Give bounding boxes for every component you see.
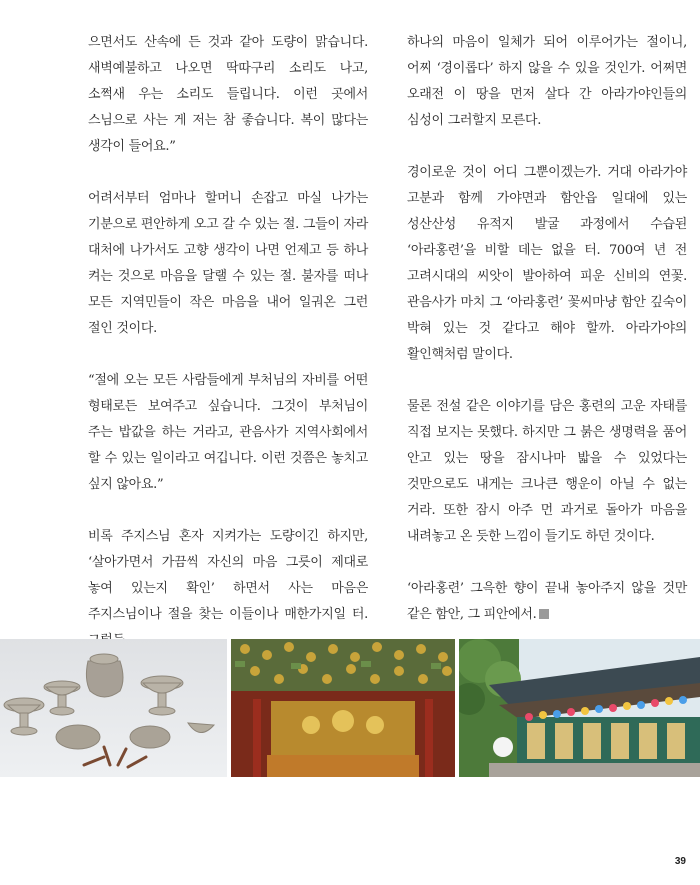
- artifacts-photo: [0, 639, 227, 777]
- paragraph: 물론 전설 같은 이야기를 담은 홍련의 고운 자태를 직접 보지는 못했다. 하지만 그 붉은 생명력을 품어 안고 있는 땅을 잠시나마 밟을 수 있었다는 것만으로도 내게는 크나큰 행운이 아닐 수 없는 거라. 또한 잠시 아주 먼 과거로 돌아가 마음을 내려놓고 온 듯한 느낌이 들기도 하던 것이다.: [407, 399, 687, 544]
- paragraph: 비록 주지스님 혼자 지켜가는 도량이긴 하지만, ‘살아가면서 가끔씩 자신의 마음 그릇이 제대로 놓여 있는지 확인’ 하면서 사는 마음은 주지스님이나 절을 찾는 이들이나 매한가지일 터.: [88, 529, 368, 622]
- paragraph: 으면서도 산속에 든 것과 같아 도량이 맑습니다. 새벽예불하고 나오면 딱따구리 소리도 나고, 소쩍새 우는 소리도 들립니다. 이런 곳에서 스님으로 사는 게 저는 참 좋습니다. 복이 많다는 생각이 들어요.”: [88, 35, 368, 154]
- paragraph: “절에 오는 모든 사람들에게 부처님의 자비를 어떤 형태로든 보여주고 싶습니다. 그것이 부처님이 주는 밥값을 하는 거라고, 관음사가 지역사회에서 할 수 있는 일이라고 여깁니다. 이런 것쯤은 놓치고 싶지 않아요.”: [88, 373, 368, 492]
- photo-strip: [0, 639, 700, 777]
- paragraph: 하나의 마음이 일체가 되어 이루어가는 절이니, 어찌 ‘경이롭다’ 하지 않을 수 있을 것인가. 어쩌면 오래전 이 땅을 먼저 살다 간 아라가야인들의 심성이 그러할지 모른다.: [407, 35, 687, 128]
- paragraph: [407, 576, 687, 628]
- temple-exterior-photo: [459, 639, 700, 777]
- temple-interior-illustration: [231, 639, 455, 777]
- paragraph: 어려서부터 엄마나 할머니 손잡고 마실 나가는 기분으로 편안하게 오고 갈 수 있는 절. 그들이 자라 대처에 나가서도 고향 생각이 나면 언제고 등 하나 켜는 것으로 마음을 달랠 수 있는 절. 불자를 떠나 모든 지역민들이 작은 마음을 내어 일궈온 그런 절인 것이다.: [88, 191, 368, 336]
- temple-interior-photo: [231, 639, 455, 777]
- left-column: [88, 30, 368, 680]
- end-mark-icon: [539, 609, 549, 619]
- page-number: 39: [674, 856, 686, 867]
- right-column: [407, 30, 687, 654]
- temple-exterior-illustration: [459, 639, 700, 777]
- paragraph: 경이로운 것이 어디 그뿐이겠는가. 거대 아라가야 고분과 함께 가야면과 함안읍 일대에 있는 성산산성 유적지 발굴 과정에서 수습된 ‘아라홍련’을 비할 데는 없을 터. 700여 년 전 고려시대의 씨앗이 발아하여 피운 신비의 연꽃. 관음사가 마치 그 ‘아라홍련’ 꽃씨마냥 함안 깊숙이 박혀 있는 것 같다고 해야 할까. 아라가야의 활인핵처럼 말이다.: [407, 165, 687, 362]
- closing-sentence: ‘아라홍련’ 그윽한 향이 끝내 놓아주지 않을 것만 같은 함안, 그 피안에서.: [407, 581, 687, 622]
- artifacts-illustration: [0, 639, 227, 777]
